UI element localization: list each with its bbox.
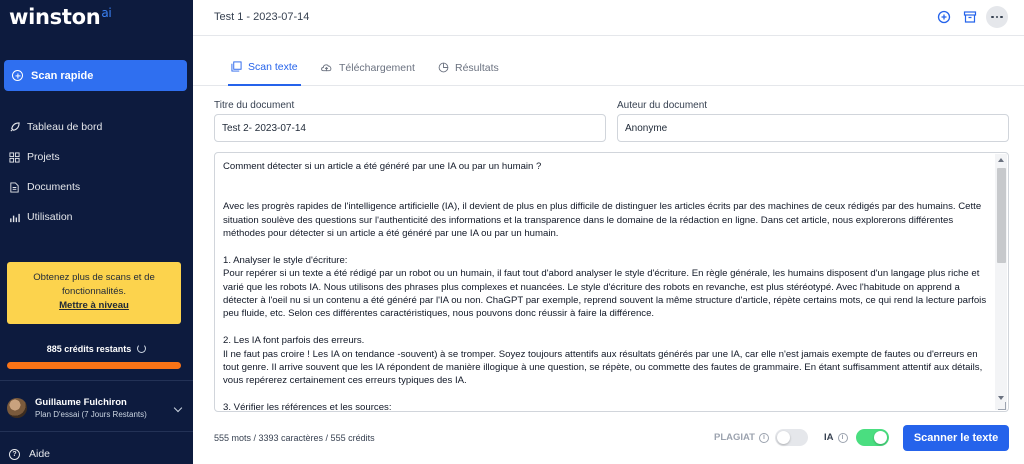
text-paragraph: Il ne faut pas croire ! Les IA on tendance -souvent) à se tromper. Soyez toujours attentifs aux résultats générés par une IA, car elle n'est jamais exempte de fautes ou d'erreurs en tout genre. Il arrive souvent que les IA répondent de manière illogique à une question, se répète, ou commette des fautes de grammaire. En étant suffisamment attentif aux détails, vous repérerez certainement ces erreurs typiques des IA.	[223, 348, 983, 387]
cloud-upload-icon	[320, 62, 333, 73]
credits-progress	[7, 362, 181, 369]
title-value: Test 2- 2023-07-14	[222, 122, 306, 134]
help-link[interactable]	[9, 448, 50, 460]
sidebar-item-dashboard[interactable]	[0, 112, 193, 142]
plus-circle-icon	[12, 70, 23, 81]
user-name: Guillaume Fulchiron	[35, 397, 127, 408]
more-options-button[interactable]	[986, 6, 1008, 28]
sidebar-item-label: Documents	[27, 181, 81, 193]
topbar	[193, 0, 1024, 36]
chevron-down-icon	[174, 404, 182, 412]
text-paragraph: Comment détecter si un article a été généré par une IA ou par un humain ?	[223, 161, 542, 172]
toggle-knob	[874, 431, 887, 444]
scrollbar[interactable]	[995, 154, 1007, 410]
upgrade-card	[7, 262, 181, 324]
title-input[interactable]	[214, 114, 606, 142]
sidebar-item-projects[interactable]	[0, 142, 193, 172]
logo[interactable]	[9, 5, 111, 29]
text-paragraph: Pour repérer si un texte a été rédigé par un robot ou un humain, il faut tout d'abord analyser le style d'écriture. En règle générale, les humains disposent d'un langage plus riche et varié que les robots IA. Nous utilisons des phrases plus complexes et nuancées. Le style d'écriture des robots en revanche, est plus stéréotypé. Avec l'habitude on apprend a détecter à l'oeil nu si un contenu a été généré par l'IA ou non. ChaGPT par exemple, reprend souvent la même structure d'article, répète certains mots, ce qui rend la lecture parfois peu fluide, etc. Selon ces différentes caractéristiques, nous pouvons donc réussir à faire la différence.	[223, 268, 987, 320]
ia-toggle[interactable]	[856, 429, 889, 446]
credits-progress-fill	[7, 362, 181, 369]
help-label: Aide	[29, 448, 51, 460]
text-content	[223, 160, 995, 412]
tab-label: Téléchargement	[339, 61, 415, 74]
upgrade-text: Obtenez plus de scans et de fonctionnalités.	[33, 272, 155, 297]
text-paragraph	[223, 321, 995, 334]
text-stats: 555 mots / 3393 caractères / 555 crédits	[214, 433, 375, 443]
logo-text: winston	[9, 5, 101, 29]
more-icon	[996, 16, 999, 19]
quick-scan-label: Scan rapide	[31, 69, 94, 82]
sidebar-item-documents[interactable]	[0, 172, 193, 202]
help-icon: ?	[9, 449, 20, 460]
divider	[0, 431, 193, 432]
add-circle-icon[interactable]	[937, 10, 951, 24]
ia-label-group	[824, 432, 848, 443]
text-paragraph	[223, 388, 995, 401]
avatar	[7, 398, 27, 418]
text-input-area[interactable]	[214, 152, 1009, 412]
author-label: Auteur du document	[617, 100, 708, 111]
scroll-up-icon[interactable]	[998, 158, 1004, 162]
plagiat-label-group	[714, 432, 769, 443]
text-paragraph	[223, 173, 995, 186]
more-icon	[1000, 16, 1003, 19]
sidebar-item-label: Projets	[27, 151, 60, 163]
archive-icon[interactable]	[963, 10, 977, 24]
sidebar-nav	[0, 112, 193, 232]
grid-icon	[9, 152, 20, 163]
tab-label: Scan texte	[248, 60, 298, 73]
document-icon	[9, 182, 20, 193]
tab-label: Résultats	[455, 61, 499, 74]
scrollbar-thumb[interactable]	[997, 168, 1006, 263]
text-paragraph: 3. Vérifier les références et les sources:	[223, 402, 392, 412]
sidebar-item-label: Utilisation	[27, 211, 73, 223]
sidebar-item-label: Tableau de bord	[27, 121, 103, 133]
bar-chart-icon	[9, 212, 20, 223]
more-icon	[991, 16, 994, 19]
refresh-icon[interactable]	[137, 344, 146, 353]
credits-row	[0, 344, 193, 354]
info-icon[interactable]: i	[759, 433, 769, 443]
scan-text-button[interactable]: Scanner le texte	[903, 425, 1009, 451]
copy-icon	[231, 61, 242, 72]
plagiat-label: PLAGIAT	[714, 432, 755, 443]
ia-label: IA	[824, 432, 834, 443]
toggle-knob	[777, 431, 790, 444]
tab-bar	[193, 49, 1024, 86]
divider	[0, 380, 193, 381]
info-icon[interactable]: i	[838, 433, 848, 443]
text-paragraph: 1. Analyser le style d'écriture:	[223, 254, 348, 266]
text-paragraph	[223, 187, 995, 200]
tab-upload[interactable]	[320, 49, 415, 86]
resize-handle[interactable]	[998, 402, 1006, 410]
text-paragraph	[223, 240, 995, 253]
sidebar	[0, 0, 193, 464]
text-paragraph: Avec les progrès rapides de l'intelligence artificielle (IA), il devient de plus en plus difficile de distinguer les articles écrits par des machines de ceux rédigés par des humains. Cette situation soulève des questions sur l'authenticité des informations et la transparence dans le domaine de la rédaction en ligne. Dans cet article, nous explorerons différentes méthodes pour détecter si un article a été généré par une IA ou par un humain.	[223, 201, 982, 239]
credits-text: 885 crédits restants	[46, 344, 132, 354]
title-label: Titre du document	[214, 100, 295, 111]
tab-scan-text[interactable]	[228, 49, 301, 86]
tab-results[interactable]	[438, 49, 499, 86]
quick-scan-button[interactable]	[4, 60, 187, 91]
rocket-icon	[9, 122, 20, 133]
upgrade-link[interactable]: Mettre à niveau	[59, 300, 129, 311]
page-title: Test 1 - 2023-07-14	[214, 11, 310, 23]
plagiat-toggle[interactable]	[775, 429, 808, 446]
sidebar-item-usage[interactable]	[0, 202, 193, 232]
logo-suffix: ai	[101, 6, 112, 20]
author-value: Anonyme	[625, 122, 668, 134]
user-menu[interactable]	[7, 393, 187, 423]
scroll-down-icon[interactable]	[998, 396, 1004, 400]
pie-chart-icon	[438, 62, 449, 73]
author-input[interactable]	[617, 114, 1009, 142]
text-paragraph: 2. Les IA font parfois des erreurs.	[223, 335, 365, 347]
user-plan: Plan D'essai (7 Jours Restants)	[35, 410, 147, 419]
